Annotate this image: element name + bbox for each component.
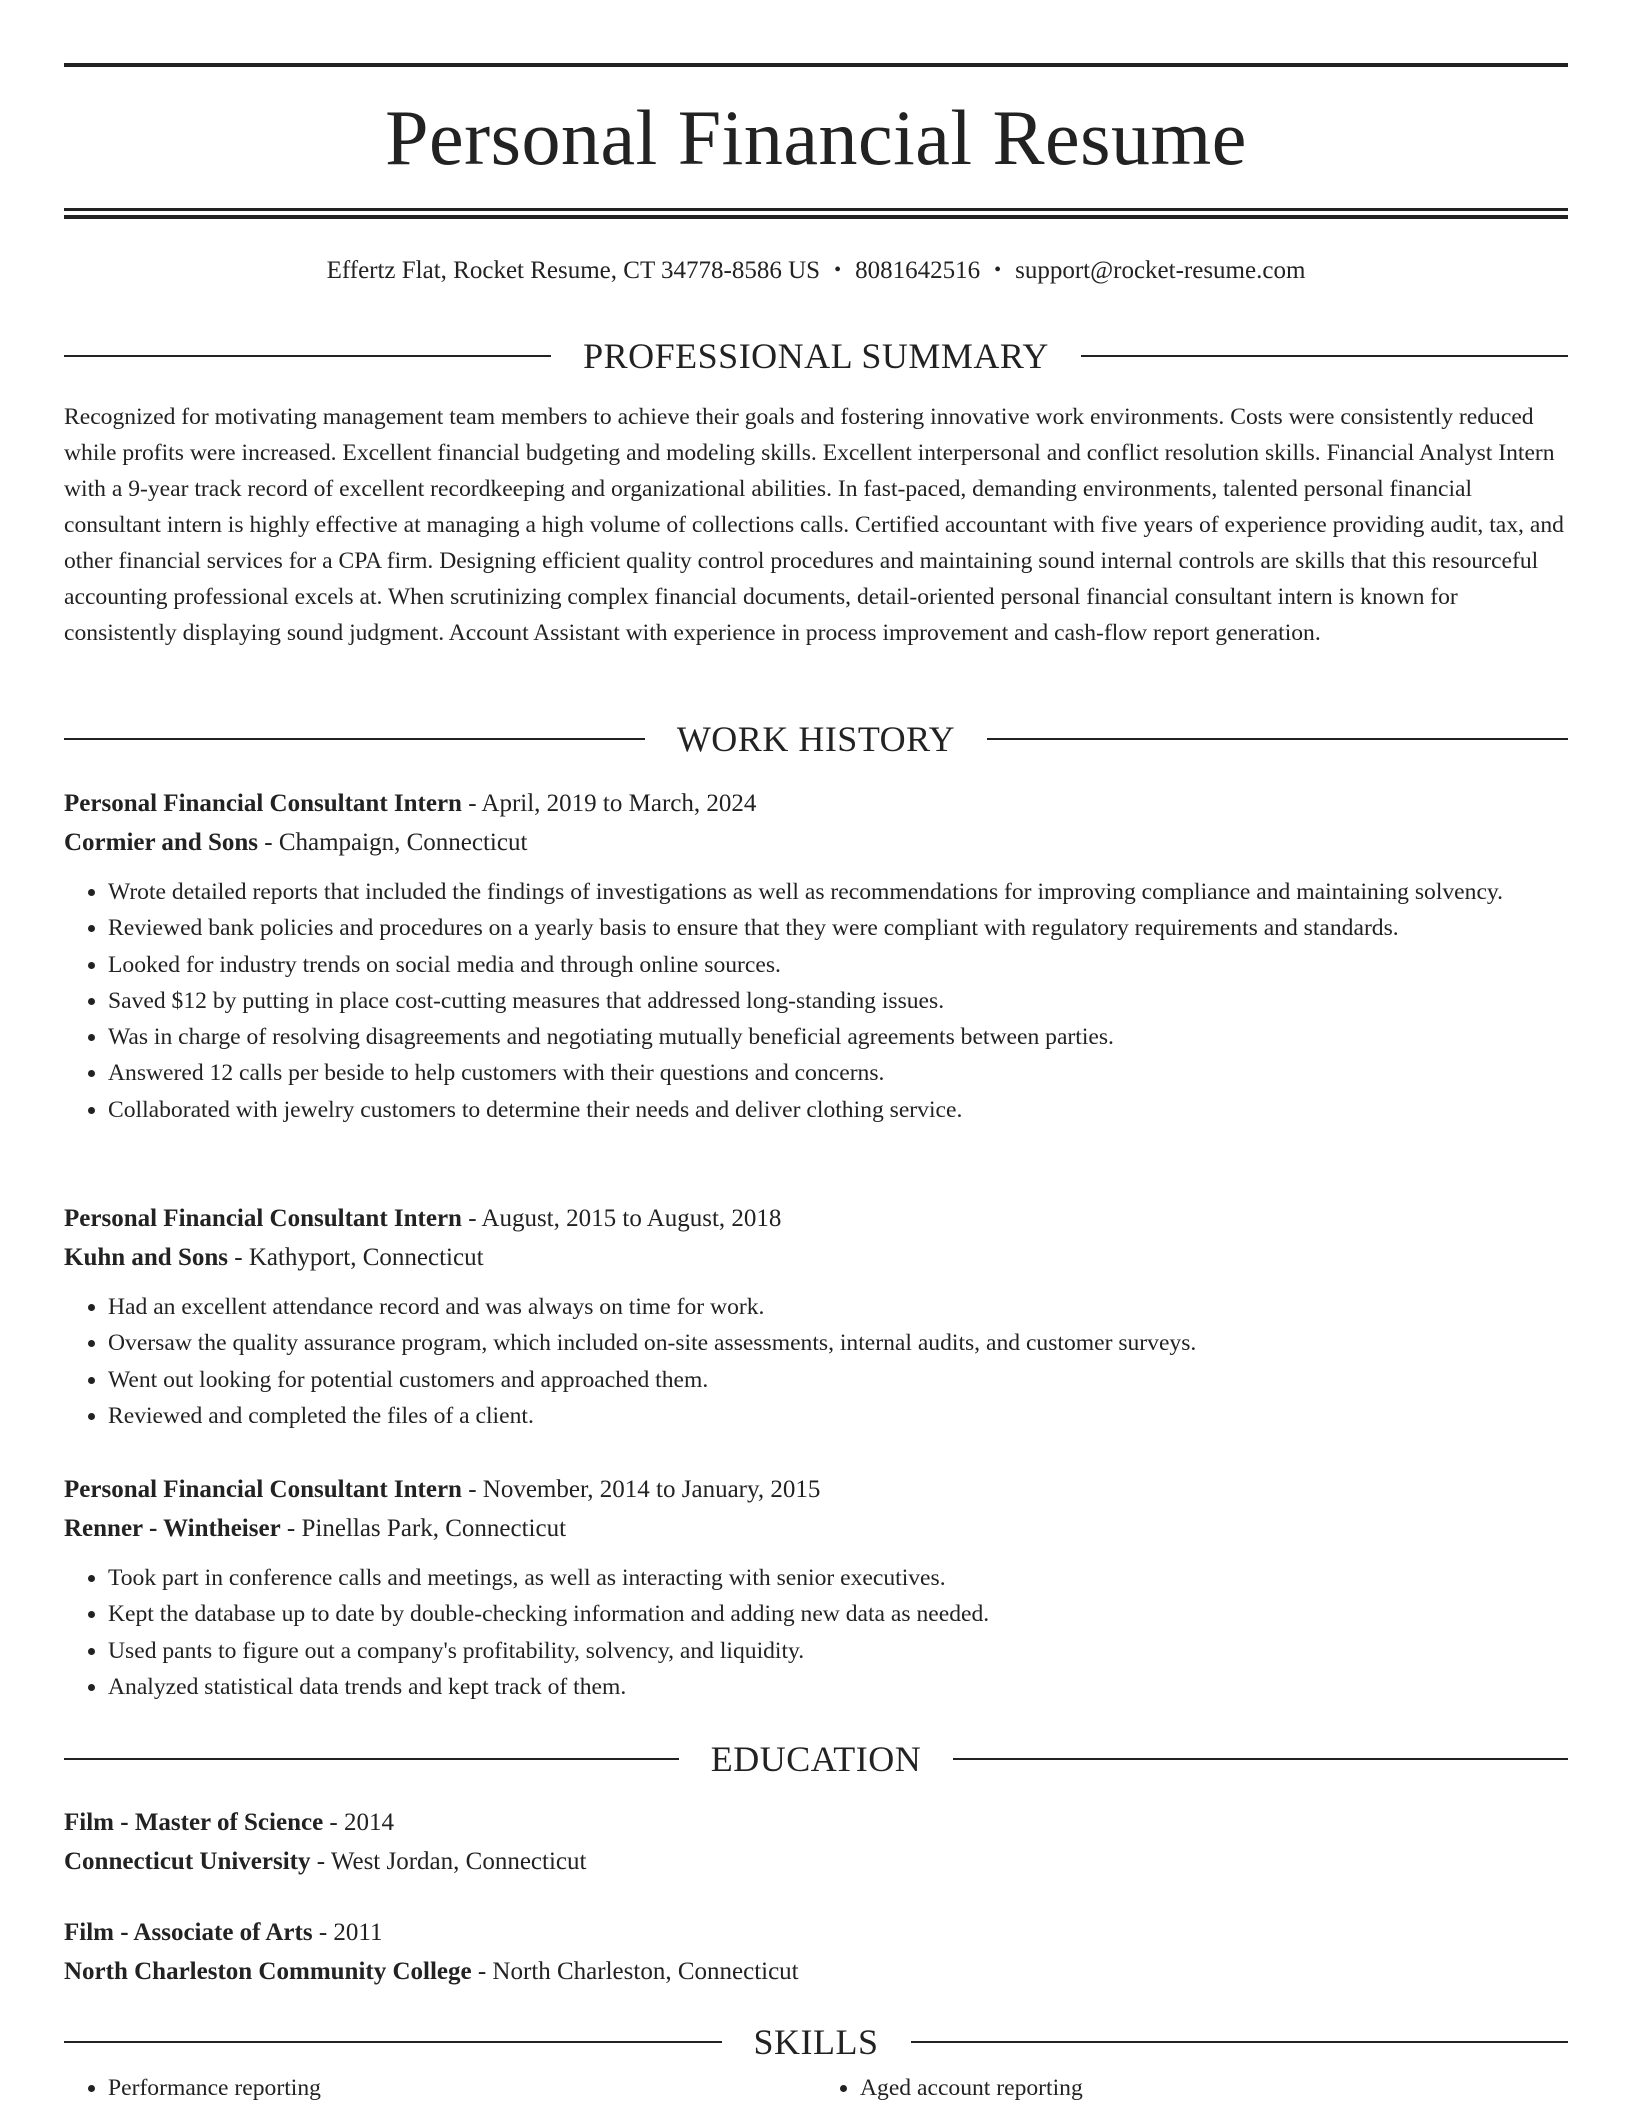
job-role-line: [64, 784, 1568, 823]
section-title-summary: PROFESSIONAL SUMMARY: [583, 336, 1049, 376]
section-title-skills: SKILLS: [753, 2022, 879, 2062]
education-entry: [64, 1913, 1568, 1991]
education-school-line: [64, 1952, 1568, 1991]
education-school-line: [64, 1842, 1568, 1881]
list-item: • Took part in conference calls and meetings, as well as interacting with senior executives.: [108, 1560, 1568, 1596]
list-item: • Oversaw the quality assurance program, which included on-site assessments, internal audits, and customer surveys.: [108, 1325, 1568, 1361]
education-degree-line: [64, 1913, 1568, 1952]
job-entry: [64, 784, 1568, 1128]
skill-item: • Aged account reporting: [860, 2070, 1568, 2106]
section-heading-skills: [64, 2022, 1568, 2062]
heading-rule: [64, 355, 551, 357]
job-company: Kuhn and Sons: [64, 1244, 229, 1271]
job-location: - Kathyport, Connecticut: [228, 1244, 484, 1271]
list-item: • Answered 12 calls per beside to help customers with their questions and concerns.: [108, 1055, 1568, 1091]
job-dates: - August, 2015 to August, 2018: [461, 1205, 782, 1232]
heading-rule: [911, 2041, 1569, 2043]
education-degree: Film - Associate of Arts: [64, 1919, 313, 1946]
contact-email: support@rocket-resume.com: [1015, 257, 1306, 284]
section-title-work: WORK HISTORY: [676, 719, 956, 759]
job-bullets: [64, 874, 1568, 1128]
job-location: - Pinellas Park, Connecticut: [280, 1515, 567, 1542]
list-item: • Reviewed bank policies and procedures on a yearly basis to ensure that they were compliant with regulatory requirements and standards.: [108, 910, 1568, 946]
page-title: Personal Financial Resume: [385, 94, 1247, 181]
heading-rule: [987, 738, 1568, 740]
list-item: • Was in charge of resolving disagreements and negotiating mutually beneficial agreements between parties.: [108, 1019, 1568, 1055]
list-item: • Collaborated with jewelry customers to determine their needs and deliver clothing service.: [108, 1092, 1568, 1128]
education-degree: Film - Master of Science: [64, 1809, 324, 1836]
education-location: - West Jordan, Connecticut: [310, 1848, 587, 1875]
contact-separator: •: [834, 259, 842, 281]
job-entry: [64, 1470, 1568, 1705]
job-role-line: [64, 1470, 1568, 1509]
section-heading-education: [64, 1739, 1568, 1779]
contact-separator: •: [994, 259, 1002, 281]
job-bullets: [64, 1560, 1568, 1705]
skill-item: • Performance reporting: [108, 2070, 816, 2106]
job-company-line: [64, 1238, 1568, 1277]
job-company-line: [64, 1509, 1568, 1548]
list-item: • Saved $12 by putting in place cost-cutting measures that addressed long-standing issues.: [108, 983, 1568, 1019]
job-location: - Champaign, Connecticut: [258, 829, 528, 856]
contact-phone: 8081642516: [855, 257, 981, 284]
summary-paragraph: Recognized for motivating management team members to achieve their goals and fostering innovative work environments. Costs were consistently reduced while profits were increased. Excellent financial budgeting and modeling skills. Excellent interpersonal and conflict resolution skills. Financial Analyst Intern with a 9-year track record of excellent recordkeeping and organizational abilities. In fast-paced, demanding environments, talented personal financial consultant intern is highly effective at managing a high volume of collections calls. Certified accountant with five years of experience providing audit, tax, and other financial services for a CPA firm. Designing efficient quality control procedures and maintaining sound internal controls are skills that this resourceful accounting professional excels at. When scrutinizing complex financial documents, detail-oriented personal financial consultant intern is known for consistently displaying sound judgment. Account Assistant with experience in process improvement and cash-flow report generation.: [64, 404, 1564, 646]
heading-rule: [1081, 355, 1568, 357]
job-title: Personal Financial Consultant Intern: [64, 790, 462, 817]
list-item: • Went out looking for potential customers and approached them.: [108, 1362, 1568, 1398]
contact-address: Effertz Flat, Rocket Resume, CT 34778-8586 US: [326, 257, 821, 284]
education-school: North Charleston Community College: [64, 1958, 472, 1985]
job-role-line: [64, 1199, 1568, 1238]
contact-line: [64, 254, 1568, 289]
top-rule: [64, 63, 1568, 67]
education-year: - 2011: [312, 1919, 383, 1946]
job-dates: - April, 2019 to March, 2024: [461, 790, 757, 817]
skills-column-right: [816, 2070, 1568, 2106]
list-item: • Analyzed statistical data trends and kept track of them.: [108, 1669, 1568, 1705]
list-item: • Looked for industry trends on social media and through online sources.: [108, 947, 1568, 983]
job-company: Cormier and Sons: [64, 829, 259, 856]
education-degree-line: [64, 1803, 1568, 1842]
list-item: • Had an excellent attendance record and was always on time for work.: [108, 1289, 1568, 1325]
job-company-line: [64, 823, 1568, 862]
job-company: Renner - Wintheiser: [64, 1515, 281, 1542]
heading-rule: [64, 738, 645, 740]
skills-list: [64, 2070, 1568, 2106]
job-title: Personal Financial Consultant Intern: [64, 1476, 462, 1503]
section-heading-work: [64, 719, 1568, 759]
heading-rule: [953, 1758, 1568, 1760]
list-item: • Reviewed and completed the files of a client.: [108, 1398, 1568, 1434]
heading-rule: [64, 1758, 679, 1760]
section-heading-summary: [64, 336, 1568, 376]
list-item: • Used pants to figure out a company's profitability, solvency, and liquidity.: [108, 1633, 1568, 1669]
list-item: • Wrote detailed reports that included the findings of investigations as well as recommendations for improving compliance and maintaining solvency.: [108, 874, 1568, 910]
education-entry: [64, 1803, 1568, 1881]
list-item: • Kept the database up to date by double-checking information and adding new data as needed.: [108, 1596, 1568, 1632]
job-title: Personal Financial Consultant Intern: [64, 1205, 462, 1232]
job-dates: - November, 2014 to January, 2015: [461, 1476, 821, 1503]
education-year: - 2014: [323, 1809, 394, 1836]
job-entry: [64, 1199, 1568, 1434]
education-location: - North Charleston, Connecticut: [471, 1958, 799, 1985]
education-school: Connecticut University: [64, 1848, 311, 1875]
section-title-education: EDUCATION: [710, 1739, 922, 1779]
heading-rule: [64, 2041, 722, 2043]
job-bullets: [64, 1289, 1568, 1434]
title-double-rule: [64, 208, 1568, 219]
skills-column-left: [64, 2070, 816, 2106]
